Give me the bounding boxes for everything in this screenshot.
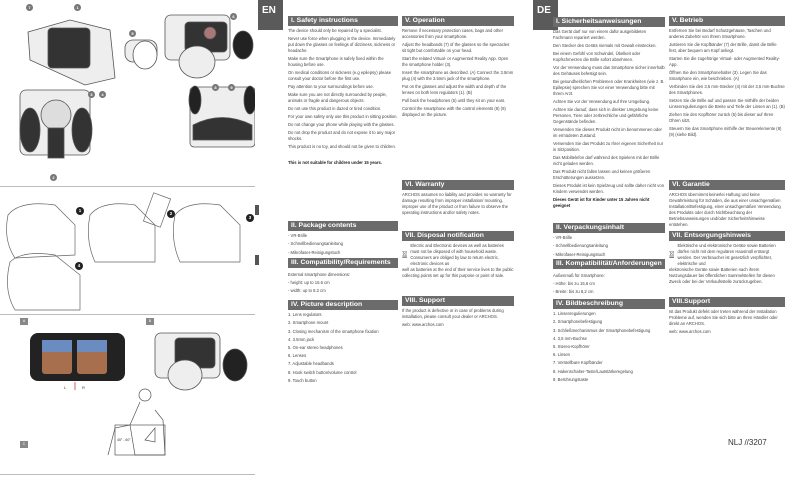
section-header: VIII. Support (402, 296, 514, 306)
right-label: R (82, 385, 85, 390)
section-header: IV. Picture description (288, 300, 398, 310)
insert-step-drawings (7, 193, 240, 310)
paragraph: Insert the smartphone as described. (A) Connect the 3.5mm plug (4) with the 3.5mm jack of the smartphone. (402, 70, 514, 81)
de-picture-section (553, 299, 665, 383)
list-item: 3. Closing mechanism of the smartphone fixation (288, 328, 379, 334)
paragraph: On medical conditions or sickness (e.g epilepsy) please consult your doctor before the first use. (288, 70, 392, 81)
list-item: 1. Linsenregulierungen (553, 311, 596, 317)
paragraph: Make sure you are not directly surrounded by people, animals or fragile and dangerous objects. (288, 92, 387, 103)
paragraph: Das Mobiltelefon darf während des Spielens mit der Brille nicht geladen werden. (553, 155, 660, 166)
en-support-section (402, 296, 514, 328)
list-item: - Höhe: bis zu 15,6 cm (553, 281, 595, 287)
callout-7: 7 (26, 4, 33, 11)
paragraph: Außenmaß für Smartphone: (553, 273, 605, 278)
paragraph: Vor der Verwendung muss das Smartphone sicher innerhalb des Gehäuses befestigt sein. (553, 65, 665, 76)
list-item: - Mikrofaser-Reinigungstuch (288, 249, 341, 255)
step-3: 3 (246, 214, 254, 222)
paragraph: External smartphone dimensions: (288, 272, 351, 277)
weee-bin-icon (402, 243, 407, 265)
list-item: - height: up to 15.6 cm (288, 280, 330, 286)
list-item: - VR-Brille (288, 233, 308, 239)
side-marker (255, 205, 259, 215)
paragraph: Den Stecker des Geräts niemals mit Gewalt einstecken. (553, 43, 657, 48)
section-header: VI. Warranty (402, 180, 514, 190)
step-4: 4 (75, 262, 83, 270)
side-marker (255, 255, 259, 265)
callout-2: 2 (50, 174, 57, 181)
section-header: VII. Entsorgungshinweis (669, 231, 785, 241)
section-header: VIII.Support (669, 297, 785, 307)
paragraph: Do not drop the product and do not expose it to any major shocks. (288, 130, 396, 141)
step-2: 2 (167, 210, 175, 218)
section-header: III. Kompatibilität/Anforderungen (553, 259, 665, 269)
en-column-1 (288, 0, 398, 400)
paragraph: Starten Sie die zugehörige Virtual- oder Augmented Reality-App. (669, 56, 780, 67)
section-header: II. Verpackungsinhalt (553, 223, 665, 233)
step-1: 1 (76, 207, 84, 215)
paragraph: Verwenden Sie dieses Produkt nicht im benommenen oder im ermüdeten Zustand. (553, 127, 662, 138)
age-warning: Dieses Gerät ist für Kinder unter 15 Jahren nicht geeignet (553, 197, 650, 208)
en-picture-section (288, 300, 398, 384)
angle-label: 45° - 60° (117, 438, 131, 442)
callout-5: 5 (129, 30, 136, 37)
paragraph: Pay attention to your surroundings before use. (288, 84, 374, 89)
list-item: 9. Touch button (288, 377, 317, 383)
document-code: NLJ //3207 (728, 438, 767, 447)
paragraph: Entfernen Sie bei Bedarf Schutzgehäuse, Taschen und anderes Zubehör von Ihrem Smartphone. (669, 28, 771, 39)
list-item: 8. Hakenschalter-Taste/Lautstärkeregelung (553, 368, 633, 374)
paragraph: Control the smartphone with the control elements (8) (9) displayed on the picture. (402, 106, 506, 117)
list-item: - Mikrofaser-Reinigungstuch (553, 251, 606, 257)
paragraph: Das Gerät darf nur von einem dafür ausgebildeten Fachmann repariert werden. (553, 29, 647, 40)
list-item: 8. Hook switch button/volume control (288, 369, 357, 375)
headset-side-view (28, 20, 157, 85)
de-column-1 (553, 0, 665, 400)
paragraph: Achten Sie vor der Verwendung auf Ihre Umgebung. (553, 99, 651, 104)
paragraph: Do not change your phone while playing with the glasses. (288, 122, 395, 127)
paragraph: Dieses Produkt ist kein Spielzeug und sollte daher nicht von Kindern verwendet werden. (553, 183, 665, 194)
paragraph: Bei einem Gefühl von Schwindel, Übelkeit oder Kopfschmerzen die Brille sofort abnehmen. (553, 51, 641, 62)
list-item: 2. Smartphonebefestigung (553, 319, 603, 325)
en-column-2 (402, 0, 514, 400)
callout-1: 1 (74, 4, 81, 11)
language-tab-de: DE (533, 0, 558, 30)
callout-9: 9 (228, 84, 235, 91)
website-link[interactable]: web: www.archos.com (402, 322, 444, 327)
list-item: 4. 3,5 mm-Buchse (553, 335, 587, 341)
paragraph: The device should only be repaired by a specialist. (288, 28, 382, 33)
callout-3: 3 (88, 91, 95, 98)
de-operation-section (669, 16, 785, 138)
de-warranty-section (669, 180, 785, 228)
list-item: - width: up to 8.2 cm (288, 288, 326, 294)
paragraph: Justieren Sie die Kopfbänder (7) der Brille, damit die Brille fest, aber bequem am Kopf anliegt. (669, 42, 777, 53)
paragraph: Put on the glasses and adjust the width and depth of the lenses on both lens regulators (1). (B) (402, 84, 507, 95)
section-header: I. Safety instructions (288, 16, 398, 26)
paragraph: If the product is defective or in case of problems during installation, please consult your dealer or ARCHOS. (402, 308, 504, 319)
section-header: VII. Disposal notification (402, 231, 514, 241)
figure-label-b: B (146, 318, 154, 325)
paragraph: well as batteries at the end of their service lives to the public collecting points set up for this purpose or point of sale. (402, 267, 514, 278)
divider (0, 314, 255, 315)
list-item: - Schnellbedienungsanleitung (288, 241, 343, 247)
headset-front-view (165, 15, 253, 78)
paragraph: Ist das Produkt defekt oder treten während der Installation Probleme auf, wenden Sie sich bitte an Ihren Händler oder direkt an ARCHOS. (669, 309, 778, 326)
paragraph: Remove if necessary protection cases, bags and other accessories from your smartphone. (402, 28, 504, 39)
de-package-section (553, 223, 665, 258)
list-item: 2. Smartphone mount (288, 320, 329, 326)
de-column-2 (669, 0, 785, 400)
list-item: - Schnellbedienungsanleitung (553, 243, 608, 249)
section-header: III. Compatibility/Requirements (288, 258, 398, 268)
paragraph: elektronische Geräte sowie Batterien nach ihrem Nutzungsdauer bei öffentlichen Sammelstellen für diesen Zweck oder bei der Verkaufsstelle zurückzugeben. (669, 267, 775, 284)
paragraph: Setzen Sie die Brille auf und passen Sie mithilfe der beiden Linsenregulierungen die Breite und Tiefe der Linsen an (1). (B) (669, 98, 785, 109)
paragraph: Electric and Electronic devices as well as batteries must not be disposed of with household waste. Consumers are obliged by law to return electric, electronic devices as (410, 243, 504, 266)
paragraph: Das Produkt nicht fallen lassen und keinen größeren Erschütterungen aussetzen. (553, 169, 651, 180)
en-compat-section (288, 258, 398, 294)
de-support-section (669, 297, 785, 335)
section-header: IV. Bildbeschreibung (553, 299, 665, 309)
paragraph: ARCHOS übernimmt keinerlei Haftung und keine Gewährleistung für Schäden, die aus einer unsachgemäßen Installation/Befestigung, einer unsachgemäßen Verwendung des Produkts oder durch Nichtbeachtung der Betriebsanweisungen und/oder Sicherheitshinweise entstehen. (669, 192, 781, 227)
section-header: VI. Garantie (669, 180, 785, 190)
list-item: 1. Lens regulators (288, 312, 322, 318)
en-warranty-section (402, 180, 514, 216)
de-disposal-section (669, 231, 785, 285)
en-package-section (288, 221, 398, 256)
headset-adjust-view (155, 333, 247, 390)
paragraph: Do not use this product in dazed or tired condition. (288, 106, 382, 111)
list-item: 9. Berührungstaste (553, 376, 589, 382)
section-header: V. Operation (402, 16, 514, 26)
paragraph: Elektrische und elektronische Geräte sowie Batterien dürfen nicht mit dem regulären Hausmüll entsorgt werden. Der Verbraucher ist gesetzlich verpflichtet, elektrische und (677, 243, 776, 266)
left-label: L (64, 385, 67, 390)
paragraph: Pull back the headphones (5) until they sit on your ears. (402, 98, 506, 103)
callout-4: 4 (99, 91, 106, 98)
section-header: V. Betrieb (669, 16, 785, 26)
list-item: 6. Lenses (288, 353, 307, 359)
section-header: I. Sicherheitsanweisungen (553, 17, 665, 27)
age-warning: This is not suitable for children under 15 years. (288, 160, 383, 165)
paragraph: For your own safety only use this product in sitting position. (288, 114, 398, 119)
paragraph: Steuern Sie das Smartphone mithilfe der Steuerelemente (8) (9) (siehe Bild). (669, 126, 782, 137)
phone-stereo-view (30, 333, 125, 390)
divider (0, 474, 255, 475)
paragraph: Verbinden Sie den 3,5 mm-Stecker (4) mit der 3,5 mm-Buchse des Smartphones. (669, 84, 785, 95)
headset-bottom-view (189, 86, 255, 147)
figure-label-a: A (20, 318, 28, 325)
list-item: 3. Schließmechanismus der Smartphonebefestigung (553, 327, 651, 333)
list-item: 7. Adjustable headbands (288, 361, 334, 367)
callout-8: 8 (212, 84, 219, 91)
paragraph: Bei gesundheitlichen Problemen oder Krankheiten (wie z. B. Epilepsie) sprechen Sie vor einer Verwendung bitte mit Ihrem Arzt. (553, 79, 665, 96)
de-safety-section (553, 17, 665, 209)
weee-bin-icon (669, 243, 674, 265)
de-compat-section (553, 259, 665, 295)
paragraph: Make sure the Smartphone is safely fixed within the housing before use. (288, 56, 384, 67)
paragraph: Verwenden Sie das Produkt zu Ihrer eigenen Sicherheit nur in Sitzposition. (553, 141, 664, 152)
headset-rear-view (20, 90, 92, 158)
paragraph: This product is no toy, and should not be given to children. (288, 144, 396, 149)
list-item: 6. Linsen (553, 352, 570, 358)
en-operation-section (402, 16, 514, 118)
paragraph: Öffnen Sie den Smartphonehalter (3). Legen Sie das Smartphone ein, wie beschrieben. (A) (669, 70, 767, 81)
divider (0, 186, 255, 187)
list-item: 4. 3.5mm jack (288, 336, 315, 342)
list-item: - Breite: bis zu 8,2 cm (553, 289, 594, 295)
paragraph: Ziehen Sie den Kopfhörer zurück (5) bis dieser auf Ihren Ohren sitzt. (669, 112, 774, 123)
callout-6: 6 (230, 13, 237, 20)
paragraph: Start the related Virtual- or Augmented Reality App. Open the smartphone holder (3). (402, 56, 509, 67)
website-link[interactable]: web: www.archos.com (669, 329, 711, 334)
paragraph: Adjust the headbands (7) of the glasses so the spectacles sit tight but comfortable on your head. (402, 42, 510, 53)
list-item: 5. Stereo-Kopfhörer (553, 343, 590, 349)
paragraph: ARCHOS assumes no liability and provides no warranty for damage resulting from improper installation/ mounting, improper use of the product or from failure to observe the operating instructions and/or safety notes. (402, 192, 512, 215)
en-safety-section (288, 16, 398, 166)
language-tab-en: EN (258, 0, 283, 30)
paragraph: Never use force when plugging in the device. Immediately put down the glasses on feelings of dizziness, sickness or headache. (288, 36, 396, 53)
list-item: - VR-Brille (553, 235, 573, 241)
product-illustrations (0, 0, 255, 477)
section-header: II. Package contents (288, 221, 398, 231)
list-item: 5. On-ear stereo headphones (288, 344, 343, 350)
figure-label-c: C (20, 441, 28, 448)
en-disposal-section (402, 231, 514, 279)
paragraph: Achten Sie darauf, dass sich in direkter Umgebung keine Personen, Tiere oder zerbrechliche und gefährliche Gegenstände befinden. (553, 107, 659, 124)
illustration-panel (0, 0, 255, 477)
seated-user-drawing (108, 389, 165, 455)
list-item: 7. Verstellbare Kopfbänder (553, 360, 603, 366)
